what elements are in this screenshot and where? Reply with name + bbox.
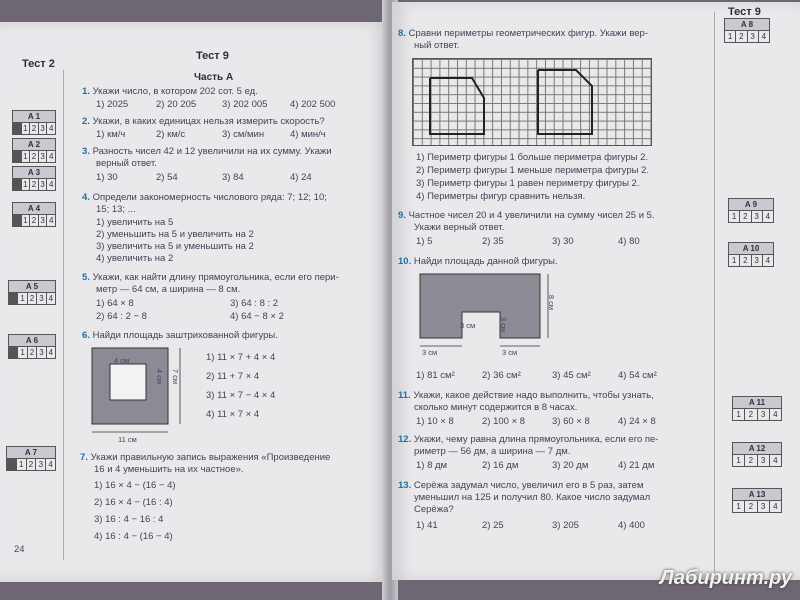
- q13-option-4: 4) 400: [618, 520, 645, 531]
- q9-option-3: 3) 30: [552, 236, 574, 247]
- fig10-label-notch-width: 3 см: [460, 321, 476, 330]
- q4-option-2: 2) уменьшить на 5 и увеличить на 2: [96, 229, 254, 240]
- q1-option-1: 1) 2025: [96, 99, 129, 110]
- answer-box-a5[interactable]: A 5 1 2 3 4: [8, 280, 56, 305]
- watermark-logo: Лабиринт.ру: [659, 567, 792, 589]
- question-11-line-2: сколько минут содержится в 8 часах.: [414, 402, 578, 413]
- fig6-label-top: 4 см: [114, 356, 130, 365]
- left-page: [0, 22, 388, 582]
- answer-box-a4[interactable]: A 4 1 2 3 4: [12, 202, 56, 227]
- q1-option-4: 4) 202 500: [290, 99, 336, 110]
- q13-option-1: 1) 41: [416, 520, 438, 531]
- left-running-head: Тест 2: [22, 58, 55, 70]
- answer-box-a13[interactable]: A 13 1 2 3 4: [732, 488, 782, 513]
- fig6-label-inner: 4 см: [155, 368, 165, 385]
- q3-option-1: 1) 30: [96, 172, 118, 183]
- q6-option-3: 3) 11 × 7 − 4 × 4: [206, 390, 276, 401]
- perimeter-figures: [412, 58, 652, 148]
- question-1: 1. Укажи число, в котором 202 сот. 5 ед.: [82, 86, 258, 97]
- q3-option-3: 3) 84: [222, 172, 244, 183]
- fig10-label-height: 8 см: [547, 294, 557, 311]
- answer-box-a10[interactable]: A 10 1 2 3 4: [728, 242, 774, 267]
- q7-option-3: 3) 16 : 4 − 16 : 4: [94, 514, 164, 525]
- q7-option-1: 1) 16 × 4 − (16 − 4): [94, 480, 176, 491]
- fig10-label-left-width: 3 см: [422, 348, 438, 357]
- q5-option-2: 2) 64 : 2 − 8: [96, 311, 147, 322]
- q11-option-3: 3) 60 × 8: [552, 416, 590, 427]
- q4-option-1: 1) увеличить на 5: [96, 217, 174, 228]
- answer-box-a9[interactable]: A 9 1 2 3 4: [728, 198, 774, 223]
- question-5-line-2: метр — 64 см, а ширина — 8 см.: [96, 284, 241, 295]
- question-11: 11. Укажи, какое действие надо выполнить, чтобы узнать,: [398, 390, 654, 401]
- fig6-label-bottom: 11 см: [118, 435, 137, 444]
- q7-option-2: 2) 16 × 4 − (16 : 4): [94, 497, 173, 508]
- q11-option-2: 2) 100 × 8: [482, 416, 526, 427]
- q1-option-2: 2) 20 205: [156, 99, 197, 110]
- question-4: 4. Определи закономерность числового ряда: 7; 12; 10;: [82, 192, 327, 203]
- question-12: 12. Укажи, чему равна длина прямоугольника, если его пе-: [398, 434, 659, 445]
- question-3: 3. Разность чисел 42 и 12 увеличили на их сумму. Укажи: [82, 146, 332, 157]
- answer-box-a2[interactable]: A 2 1 2 3 4: [12, 138, 56, 163]
- q8-option-3: 3) Периметр фигуры 1 равен периметру фигуры 2.: [416, 178, 640, 189]
- q12-option-1: 1) 8 дм: [416, 460, 448, 471]
- question-12-line-2: риметр — 56 дм, а ширина — 7 дм.: [414, 446, 571, 457]
- page-number: 24: [14, 544, 25, 555]
- q7-option-4: 4) 16 : 4 − (16 − 4): [94, 531, 173, 542]
- q9-option-1: 1) 5: [416, 236, 433, 247]
- question-13: 13. Серёжа задумал число, увеличил его в 5 раз, затем: [398, 480, 644, 491]
- question-13-line-3: Серёжа?: [414, 504, 454, 515]
- q2-option-2: 2) км/с: [156, 129, 186, 140]
- q9-option-2: 2) 35: [482, 236, 504, 247]
- question-9: 9. Частное чисел 20 и 4 увеличили на сумму чисел 25 и 5.: [398, 210, 655, 221]
- q10-option-1: 1) 81 см²: [416, 370, 455, 381]
- right-page: [392, 2, 800, 580]
- q1-option-3: 3) 202 005: [222, 99, 268, 110]
- answer-box-a11[interactable]: A 11 1 2 3 4: [732, 396, 782, 421]
- q5-option-4: 4) 64 − 8 × 2: [230, 311, 284, 322]
- question-6: 6. Найди площадь заштрихованной фигуры.: [82, 330, 278, 341]
- q13-option-2: 2) 25: [482, 520, 504, 531]
- q11-option-1: 1) 10 × 8: [416, 416, 454, 427]
- question-10: 10. Найди площадь данной фигуры.: [398, 256, 558, 267]
- q4-option-4: 4) увеличить на 2: [96, 253, 174, 264]
- answer-box-a7[interactable]: A 7 1 2 3 4: [6, 446, 56, 471]
- q8-option-2: 2) Периметр фигуры 1 меньше периметра фигуры 2.: [416, 165, 650, 176]
- q2-option-1: 1) км/ч: [96, 129, 126, 140]
- fig10-label-notch-height: 3 см: [499, 316, 509, 333]
- answer-box-a12[interactable]: A 12 1 2 3 4: [732, 442, 782, 467]
- q9-option-4: 4) 80: [618, 236, 640, 247]
- q10-option-3: 3) 45 см²: [552, 370, 591, 381]
- q6-option-1: 1) 11 × 7 + 4 × 4: [206, 352, 276, 363]
- right-margin-divider: [714, 12, 715, 572]
- area-figure: [416, 270, 556, 356]
- q8-option-4: 4) Периметры фигур сравнить нельзя.: [416, 191, 586, 202]
- q3-option-2: 2) 54: [156, 172, 178, 183]
- question-9-line-2: Укажи верный ответ.: [414, 222, 505, 233]
- answer-box-a3[interactable]: A 3 1 2 3 4: [12, 166, 56, 191]
- part-title: Часть А: [194, 72, 234, 83]
- question-4-line-2: 15; 13; ...: [96, 204, 136, 215]
- q13-option-3: 3) 205: [552, 520, 579, 531]
- answer-box-a8[interactable]: A 8 1 2 3 4: [724, 18, 770, 43]
- q6-option-2: 2) 11 + 7 × 4: [206, 371, 260, 382]
- q10-option-4: 4) 54 см²: [618, 370, 657, 381]
- q10-option-2: 2) 36 см²: [482, 370, 521, 381]
- question-3-line-2: верный ответ.: [96, 158, 157, 169]
- question-7-line-2: 16 и 4 уменьшить на их частное».: [94, 464, 244, 475]
- q2-option-4: 4) мин/ч: [290, 129, 326, 140]
- question-8: 8. Сравни периметры геометрических фигур. Укажи вер-: [398, 28, 648, 39]
- question-2: 2. Укажи, в каких единицах нельзя измерить скорость?: [82, 116, 325, 127]
- q2-option-3: 3) см/мин: [222, 129, 265, 140]
- q4-option-3: 3) увеличить на 5 и уменьшить на 2: [96, 241, 254, 252]
- shaded-square-figure: [84, 344, 194, 440]
- question-13-line-2: уменьшил на 125 и получил 80. Какое число задумал: [414, 492, 651, 503]
- q11-option-4: 4) 24 × 8: [618, 416, 656, 427]
- right-running-head: Тест 9: [728, 6, 761, 18]
- left-margin-divider: [63, 70, 64, 560]
- question-5: 5. Укажи, как найти длину прямоугольника, если его пери-: [82, 272, 339, 283]
- q6-option-4: 4) 11 × 7 × 4: [206, 409, 260, 420]
- fig6-label-right: 7 см: [171, 368, 181, 385]
- q5-option-1: 1) 64 × 8: [96, 298, 134, 309]
- q8-option-1: 1) Периметр фигуры 1 больше периметра фигуры 2.: [416, 152, 648, 163]
- answer-box-a6[interactable]: A 6 1 2 3 4: [8, 334, 56, 359]
- q5-option-3: 3) 64 : 8 : 2: [230, 298, 279, 309]
- q12-option-2: 2) 16 дм: [482, 460, 519, 471]
- q12-option-3: 3) 20 дм: [552, 460, 589, 471]
- fig10-label-right-width: 3 см: [502, 348, 518, 357]
- question-8-line-2: ный ответ.: [414, 40, 460, 51]
- q3-option-4: 4) 24: [290, 172, 312, 183]
- answer-box-a1[interactable]: A 1 1 2 3 4: [12, 110, 56, 135]
- q12-option-4: 4) 21 дм: [618, 460, 655, 471]
- test-title: Тест 9: [196, 50, 229, 62]
- question-7: 7. Укажи правильную запись выражения «Произведение: [80, 452, 331, 463]
